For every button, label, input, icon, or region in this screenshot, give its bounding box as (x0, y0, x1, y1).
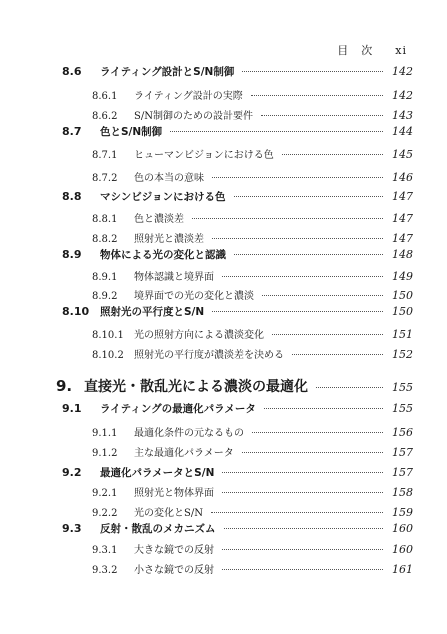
toc-entry-page: 143 (392, 109, 413, 122)
toc-leader-dots (222, 492, 383, 493)
toc-entry-title: ヒューマンビジョンにおける色 (134, 150, 274, 161)
toc-entry-page: 142 (392, 65, 413, 78)
toc-entry-page: 155 (392, 381, 413, 394)
toc-entry-page: 159 (392, 506, 413, 519)
toc-entry-page: 145 (392, 148, 413, 161)
toc-subsection-entry (0, 561, 447, 579)
toc-entry-page: 149 (392, 270, 413, 283)
toc-entry-page: 146 (392, 171, 413, 184)
toc-entry-number: 8.10 (62, 305, 90, 318)
toc-entry-number: 8.10.1 (92, 330, 124, 341)
toc-leader-dots (272, 334, 383, 335)
toc-section-entry (0, 189, 447, 207)
toc-entry-title: S/N制御のための設計要件 (134, 111, 253, 122)
toc-leader-dots (242, 452, 383, 453)
toc-entry-number: 8.9.2 (92, 291, 118, 302)
toc-section-entry (0, 401, 447, 419)
toc-leader-dots (212, 238, 383, 239)
toc-entry-page: 150 (392, 289, 413, 302)
toc-chapter-entry (0, 376, 447, 400)
toc-entry-number: 9.2 (62, 466, 82, 479)
toc-leader-dots (212, 177, 383, 178)
toc-section-entry (0, 465, 447, 483)
toc-entry-title: 最適化条件の元なるもの (134, 428, 244, 439)
toc-entry-number: 8.7 (62, 125, 82, 138)
toc-entry-page: 147 (392, 190, 413, 203)
toc-entry-page: 151 (392, 328, 413, 341)
toc-entry-number: 8.8 (62, 190, 82, 203)
toc-leader-dots (222, 569, 383, 570)
toc-entry-title: マシンビジョンにおける色 (100, 191, 226, 203)
toc-subsection-entry (0, 287, 447, 305)
toc-leader-dots (222, 472, 383, 473)
toc-entry-title: 境界面での光の変化と濃淡 (134, 291, 254, 302)
toc-entry-number: 8.9 (62, 248, 82, 261)
toc-entry-page: 161 (392, 563, 413, 576)
toc-section-entry (0, 124, 447, 142)
toc-entry-page: 148 (392, 248, 413, 261)
toc-leader-dots (251, 95, 383, 96)
toc-subsection-entry (0, 87, 447, 105)
toc-entry-page: 150 (392, 305, 413, 318)
toc-entry-title: 小さな鏡での反射 (134, 565, 214, 576)
toc-entry-page: 157 (392, 466, 413, 479)
toc-entry-page: 147 (392, 232, 413, 245)
toc-entry-title: 照射光の平行度が濃淡差を決める (134, 350, 284, 361)
toc-entry-page: 144 (392, 125, 413, 138)
toc-entry-title: 色と濃淡差 (134, 214, 184, 225)
toc-entry-number: 8.10.2 (92, 350, 124, 361)
toc-subsection-entry (0, 107, 447, 125)
toc-leader-dots (234, 196, 383, 197)
toc-leader-dots (261, 115, 383, 116)
toc-entry-number: 8.7.2 (92, 173, 118, 184)
toc-leader-dots (222, 276, 383, 277)
toc-entry-page: 147 (392, 212, 413, 225)
toc-entry-number: 9.3 (62, 522, 82, 535)
toc-entry-title: 光の照射方向による濃淡変化 (134, 330, 264, 341)
toc-entry-title: 照射光と濃淡差 (134, 234, 204, 245)
toc-subsection-entry (0, 326, 447, 344)
toc-leader-dots (316, 387, 383, 388)
toc-section-entry (0, 521, 447, 539)
toc-entry-title: ライティングの最適化パラメータ (100, 403, 256, 415)
toc-entry-page: 155 (392, 402, 413, 415)
toc-entry-title: 光の変化とS/N (134, 508, 203, 519)
toc-entry-number: 9.1 (62, 402, 82, 415)
toc-subsection-entry (0, 484, 447, 502)
toc-entry-number: 8.6.2 (92, 111, 118, 122)
toc-leader-dots (264, 408, 383, 409)
toc-section-entry (0, 304, 447, 322)
toc-entry-number: 9.2.1 (92, 488, 118, 499)
toc-subsection-entry (0, 169, 447, 187)
running-header (315, 42, 407, 58)
toc-entry-page: 160 (392, 522, 413, 535)
toc-entry-page: 157 (392, 446, 413, 459)
toc-section-entry (0, 247, 447, 265)
toc-entry-number: 8.6.1 (92, 91, 118, 102)
toc-entry-number: 8.7.1 (92, 150, 118, 161)
toc-subsection-entry (0, 210, 447, 228)
toc-leader-dots (211, 512, 383, 513)
toc-section-entry (0, 64, 447, 82)
toc-entry-title: 照射光と物体界面 (134, 488, 214, 499)
toc-entry-title: 色の本当の意味 (134, 173, 204, 184)
toc-leader-dots (282, 154, 383, 155)
toc-leader-dots (234, 254, 383, 255)
toc-entry-title: 反射・散乱のメカニズム (100, 523, 216, 535)
toc-entry-number: 8.6 (62, 65, 82, 78)
toc-entry-number: 9. (56, 377, 73, 395)
toc-entry-number: 8.8.1 (92, 214, 118, 225)
toc-entry-number: 8.8.2 (92, 234, 118, 245)
toc-subsection-entry (0, 346, 447, 364)
toc-entry-number: 9.2.2 (92, 508, 118, 519)
toc-entry-page: 152 (392, 348, 413, 361)
toc-subsection-entry (0, 230, 447, 248)
toc-entry-number: 9.1.2 (92, 448, 118, 459)
toc-entry-title: ライティング設計とS/N制御 (100, 66, 235, 78)
toc-entry-title: 大きな鏡での反射 (134, 545, 214, 556)
toc-entry-title: 照射光の平行度とS/N (100, 306, 205, 318)
toc-subsection-entry (0, 424, 447, 442)
toc-entry-title: 主な最適化パラメータ (134, 448, 234, 459)
toc-subsection-entry (0, 268, 447, 286)
toc-entry-number: 9.3.1 (92, 545, 118, 556)
toc-leader-dots (242, 71, 383, 72)
toc-leader-dots (292, 354, 383, 355)
page-number: xi (395, 44, 407, 57)
toc-entry-title: 直接光・散乱光による濃淡の最適化 (84, 379, 308, 395)
toc-leader-dots (192, 218, 383, 219)
running-header-title: 目 次 (337, 44, 374, 57)
toc-entry-title: 物体による光の変化と認識 (100, 249, 226, 261)
toc-leader-dots (170, 131, 383, 132)
toc-entry-number: 9.1.1 (92, 428, 118, 439)
toc-entry-number: 9.3.2 (92, 565, 118, 576)
toc-entry-page: 156 (392, 426, 413, 439)
toc-leader-dots (252, 432, 383, 433)
toc-subsection-entry (0, 146, 447, 164)
toc-leader-dots (224, 528, 384, 529)
toc-entry-title: 色とS/N制御 (100, 126, 163, 138)
toc-entry-title: 最適化パラメータとS/N (100, 467, 215, 479)
toc-leader-dots (212, 311, 383, 312)
toc-subsection-entry (0, 444, 447, 462)
toc-subsection-entry (0, 541, 447, 559)
toc-entry-page: 142 (392, 89, 413, 102)
toc-subsection-entry (0, 504, 447, 522)
toc-entry-page: 160 (392, 543, 413, 556)
toc-entry-number: 8.9.1 (92, 272, 118, 283)
toc-entry-title: ライティング設計の実際 (134, 91, 243, 102)
toc-entry-title: 物体認識と境界面 (134, 272, 214, 283)
toc-leader-dots (222, 549, 383, 550)
toc-entry-page: 158 (392, 486, 413, 499)
toc-leader-dots (262, 295, 383, 296)
